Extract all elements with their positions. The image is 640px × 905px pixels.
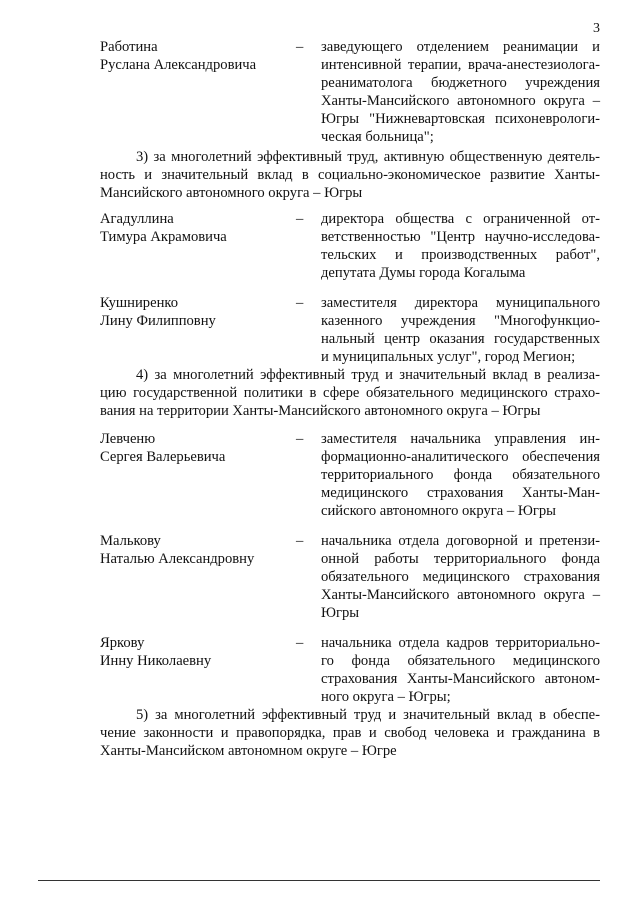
paragraph-line: 5) за многолетний эффективный труд и значительный вклад в обеспе- (136, 707, 600, 723)
surname: Кушниренко (100, 295, 179, 311)
position-description (321, 634, 600, 706)
description-line: Югры (321, 605, 360, 621)
given-names: Тимура Акрамовича (100, 229, 227, 245)
person-name (100, 210, 280, 246)
description-line: начальника отдела кадров территориально- (321, 635, 600, 651)
paragraph-line: 4) за многолетний эффективный труд и значительный вклад в реализа- (136, 367, 600, 383)
description-line: обязательного медицинского страхования (321, 569, 600, 585)
dash: – (296, 431, 304, 447)
given-names: Лину Филипповну (100, 313, 216, 329)
description-line: заместителя директора муниципального (321, 295, 600, 311)
description-line: тельских и производственных работ", (321, 247, 600, 263)
paragraph-line: вания на территории Ханты-Мансийского автономного округа – Югры (100, 403, 541, 419)
description-line: и муниципальных услуг", город Мегион; (321, 349, 576, 365)
paragraph-line: Ханты-Мансийском автономном округе – Югре (100, 743, 397, 759)
position-description (321, 210, 600, 282)
paragraph-line: 3) за многолетний эффективный труд, активную общественную деятель- (136, 149, 600, 165)
page-number: 3 (593, 21, 600, 36)
description-line: Ханты-Мансийского автономного округа – (321, 587, 600, 603)
given-names: Наталью Александровну (100, 551, 255, 567)
surname: Малькову (100, 533, 161, 549)
position-description (321, 532, 600, 622)
paragraph-line: чение законности и правопорядка, прав и свобод человека и гражданина в (100, 725, 600, 741)
surname: Агадуллина (100, 211, 174, 227)
person-name (100, 634, 280, 670)
description-line: сийского автономного округа – Югры (321, 503, 556, 519)
description-line: депутата Думы города Когалыма (321, 265, 526, 281)
description-line: ческая больница"; (321, 129, 434, 145)
paragraph-line: цию государственной политики в сфере обязательного медицинского страхо- (100, 385, 600, 401)
given-names: Инну Николаевну (100, 653, 212, 669)
surname: Работина (100, 39, 158, 55)
description-line: го фонда обязательного медицинского (321, 653, 600, 669)
person-name (100, 38, 280, 74)
description-line: онной работы территориального фонда (321, 551, 600, 567)
description-line: ветственностью "Центр научно-исследова- (321, 229, 600, 245)
description-line: медицинского страхования Ханты-Ман- (321, 485, 600, 501)
footer-rule (38, 880, 600, 881)
dash: – (296, 295, 304, 311)
description-line: реаниматолога бюджетного учреждения (321, 75, 600, 91)
description-line: Ханты-Мансийского автономного округа – (321, 93, 600, 109)
award-category-paragraph (100, 366, 600, 420)
description-line: директора общества с ограниченной от- (321, 211, 600, 227)
person-name (100, 532, 280, 568)
person-name (100, 430, 280, 466)
position-description (321, 38, 600, 146)
surname: Яркову (100, 635, 145, 651)
description-line: территориального фонда обязательного (321, 467, 600, 483)
person-name (100, 294, 280, 330)
description-line: нальный центр оказания государственных (321, 331, 600, 347)
dash: – (296, 635, 304, 651)
description-line: страхования Ханты-Мансийского автоном- (321, 671, 600, 687)
paragraph-line: Мансийского автономного округа – Югры (100, 185, 363, 201)
dash: – (296, 39, 304, 55)
award-category-paragraph (100, 148, 600, 202)
description-line: казенного учреждения "Многофункцио- (321, 313, 600, 329)
description-line: ного округа – Югры; (321, 689, 451, 705)
paragraph-line: ность и значительный вклад в социально-экономическое развитие Ханты- (100, 167, 600, 183)
description-line: начальника отдела договорной и претензи- (321, 533, 600, 549)
surname: Левченю (100, 431, 156, 447)
description-line: заместителя начальника управления ин- (321, 431, 600, 447)
dash: – (296, 533, 304, 549)
dash: – (296, 211, 304, 227)
description-line: Югры "Нижневартовская психоневрологи- (321, 111, 600, 127)
given-names: Сергея Валерьевича (100, 449, 226, 465)
description-line: формационно-аналитического обеспечения (321, 449, 600, 465)
description-line: заведующего отделением реанимации и (321, 39, 600, 55)
description-line: интенсивной терапии, врача-анестезиолога- (321, 57, 600, 73)
award-category-paragraph (100, 706, 600, 760)
position-description (321, 430, 600, 520)
position-description (321, 294, 600, 366)
given-names: Руслана Александровича (100, 57, 257, 73)
